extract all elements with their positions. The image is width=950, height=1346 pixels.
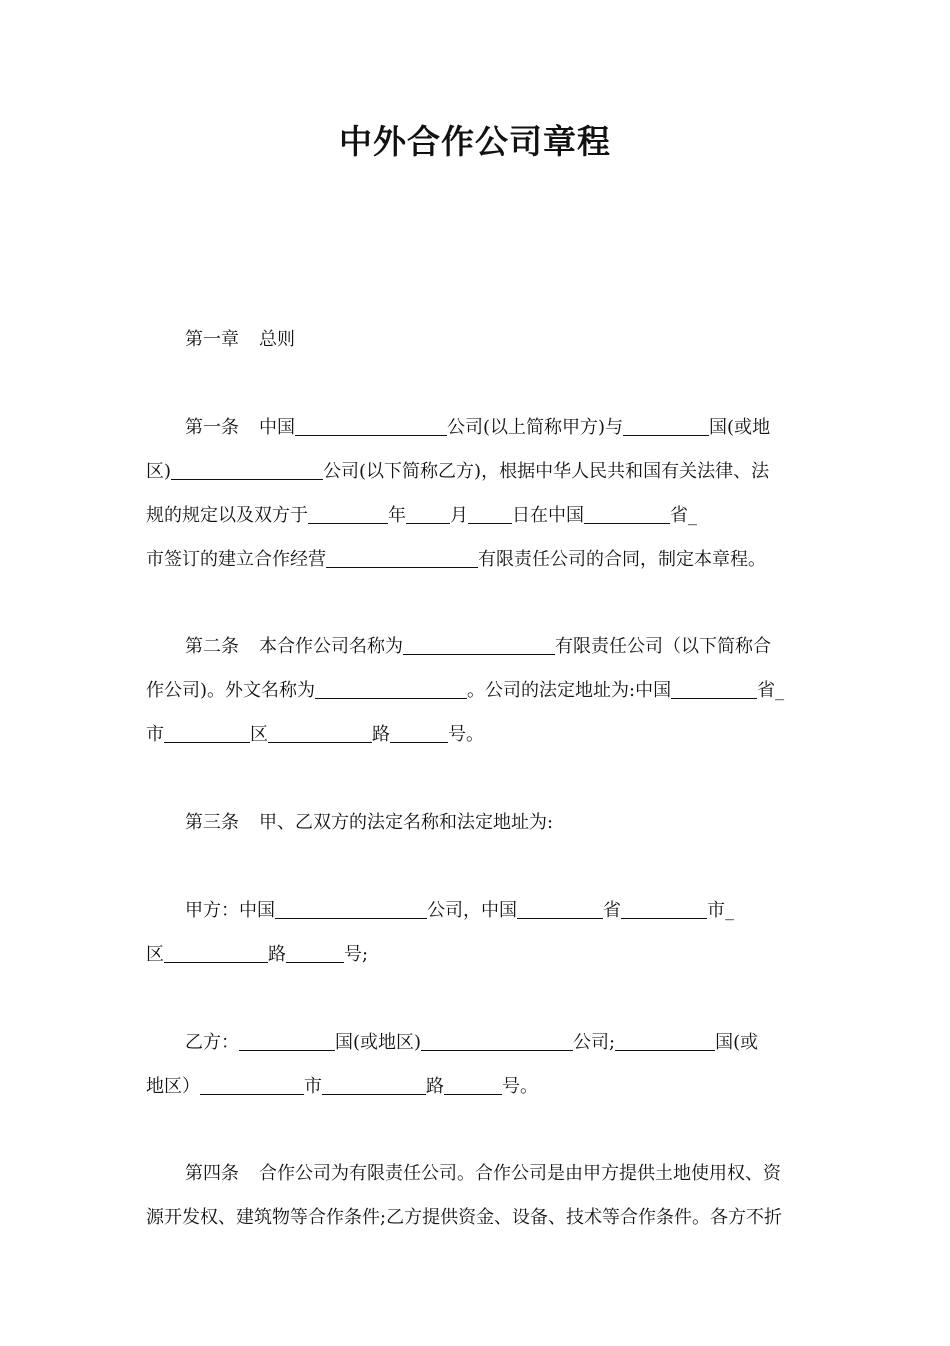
blank-field[interactable] (390, 722, 448, 743)
chapter-name: 总则 (259, 329, 295, 350)
blank-field[interactable] (286, 942, 344, 963)
text: 本合作公司名称为 (259, 636, 403, 657)
article-1-line-1 (185, 415, 770, 441)
text: 公司; (573, 1032, 616, 1053)
blank-field[interactable] (403, 634, 555, 655)
article-2-label: 第二条 (185, 636, 239, 657)
text: 月 (450, 505, 468, 526)
text: 号; (344, 944, 369, 965)
text: 甲方：中国 (185, 900, 275, 921)
text: 省_ (757, 680, 785, 701)
text: 市 (304, 1076, 322, 1097)
blank-field[interactable] (517, 898, 603, 919)
blank-field[interactable] (315, 678, 467, 699)
text: 市_ (707, 900, 734, 921)
blank-field[interactable] (615, 1030, 715, 1051)
text: 乙方： (185, 1032, 239, 1053)
blank-field[interactable] (621, 898, 707, 919)
article-4-label: 第四条 (185, 1163, 239, 1184)
text: 省 (603, 900, 621, 921)
blank-field[interactable] (275, 898, 427, 919)
text: 区 (146, 944, 164, 965)
document-title: 中外合作公司章程 (339, 122, 611, 161)
text: 日在中国 (512, 505, 584, 526)
text: 年 (388, 505, 406, 526)
text: 地区） (146, 1076, 200, 1097)
text: 区) (146, 461, 172, 482)
blank-field[interactable] (322, 1074, 426, 1095)
text: 源开发权、建筑物等合作条件;乙方提供资金、设备、技术等合作条件。各方不折 (146, 1207, 783, 1228)
text: 市 (146, 724, 164, 745)
blank-field[interactable] (268, 722, 372, 743)
blank-field[interactable] (200, 1074, 304, 1095)
text: 中国 (259, 417, 295, 438)
article-4-line-2 (146, 1205, 782, 1231)
blank-field[interactable] (444, 1074, 502, 1095)
blank-field[interactable] (671, 678, 757, 699)
blank-field[interactable] (239, 1030, 335, 1051)
text: 国(或 (715, 1032, 759, 1053)
blank-field[interactable] (326, 547, 478, 568)
text: 有限责任公司的合同，制定本章程。 (478, 549, 766, 570)
blank-field[interactable] (468, 503, 512, 524)
article-2-line-3 (146, 722, 484, 748)
party-b-line-1 (185, 1030, 758, 1056)
text: 国(或地区) (335, 1032, 422, 1053)
party-a-line-2 (146, 942, 368, 968)
article-2-line-1 (185, 634, 771, 660)
blank-field[interactable] (421, 1030, 573, 1051)
party-a-line-1 (185, 898, 734, 924)
article-1-line-2 (146, 459, 769, 485)
blank-field[interactable] (295, 415, 447, 436)
article-2-line-2 (146, 678, 784, 704)
text: 路 (372, 724, 390, 745)
text: 作公司)。外文名称为 (146, 680, 316, 701)
text: 公司(以上简称甲方)与 (447, 417, 624, 438)
text: 市签订的建立合作经营 (146, 549, 326, 570)
article-3-line-1 (185, 810, 553, 836)
text: 规的规定以及双方于 (146, 505, 308, 526)
blank-field[interactable] (584, 503, 670, 524)
text: 甲、乙双方的法定名称和法定地址为: (259, 812, 554, 833)
article-3-label: 第三条 (185, 812, 239, 833)
text: 。公司的法定地址为:中国 (467, 680, 672, 701)
chapter-heading (185, 327, 295, 353)
blank-field[interactable] (308, 503, 388, 524)
chapter-label: 第一章 (185, 329, 239, 350)
text: 区 (250, 724, 268, 745)
text: 合作公司为有限责任公司。合作公司是由甲方提供土地使用权、资 (259, 1163, 781, 1184)
article-1-line-3 (146, 503, 697, 529)
text: 路 (268, 944, 286, 965)
article-1-label: 第一条 (185, 417, 239, 438)
blank-field[interactable] (164, 722, 250, 743)
blank-field[interactable] (171, 459, 323, 480)
text: 号。 (502, 1076, 538, 1097)
blank-field[interactable] (623, 415, 709, 436)
text: 路 (426, 1076, 444, 1097)
text: 公司(以下简称乙方)，根据中华人民共和国有关法律、法 (323, 461, 770, 482)
text: 省_ (670, 505, 697, 526)
blank-field[interactable] (164, 942, 268, 963)
blank-field[interactable] (406, 503, 450, 524)
party-b-line-2 (146, 1074, 538, 1100)
article-1-line-4 (146, 547, 766, 573)
article-4-line-1 (185, 1161, 781, 1187)
text: 公司，中国 (427, 900, 517, 921)
text: 国(或地 (709, 417, 771, 438)
text: 号。 (448, 724, 484, 745)
text: 有限责任公司（以下简称合 (555, 636, 771, 657)
